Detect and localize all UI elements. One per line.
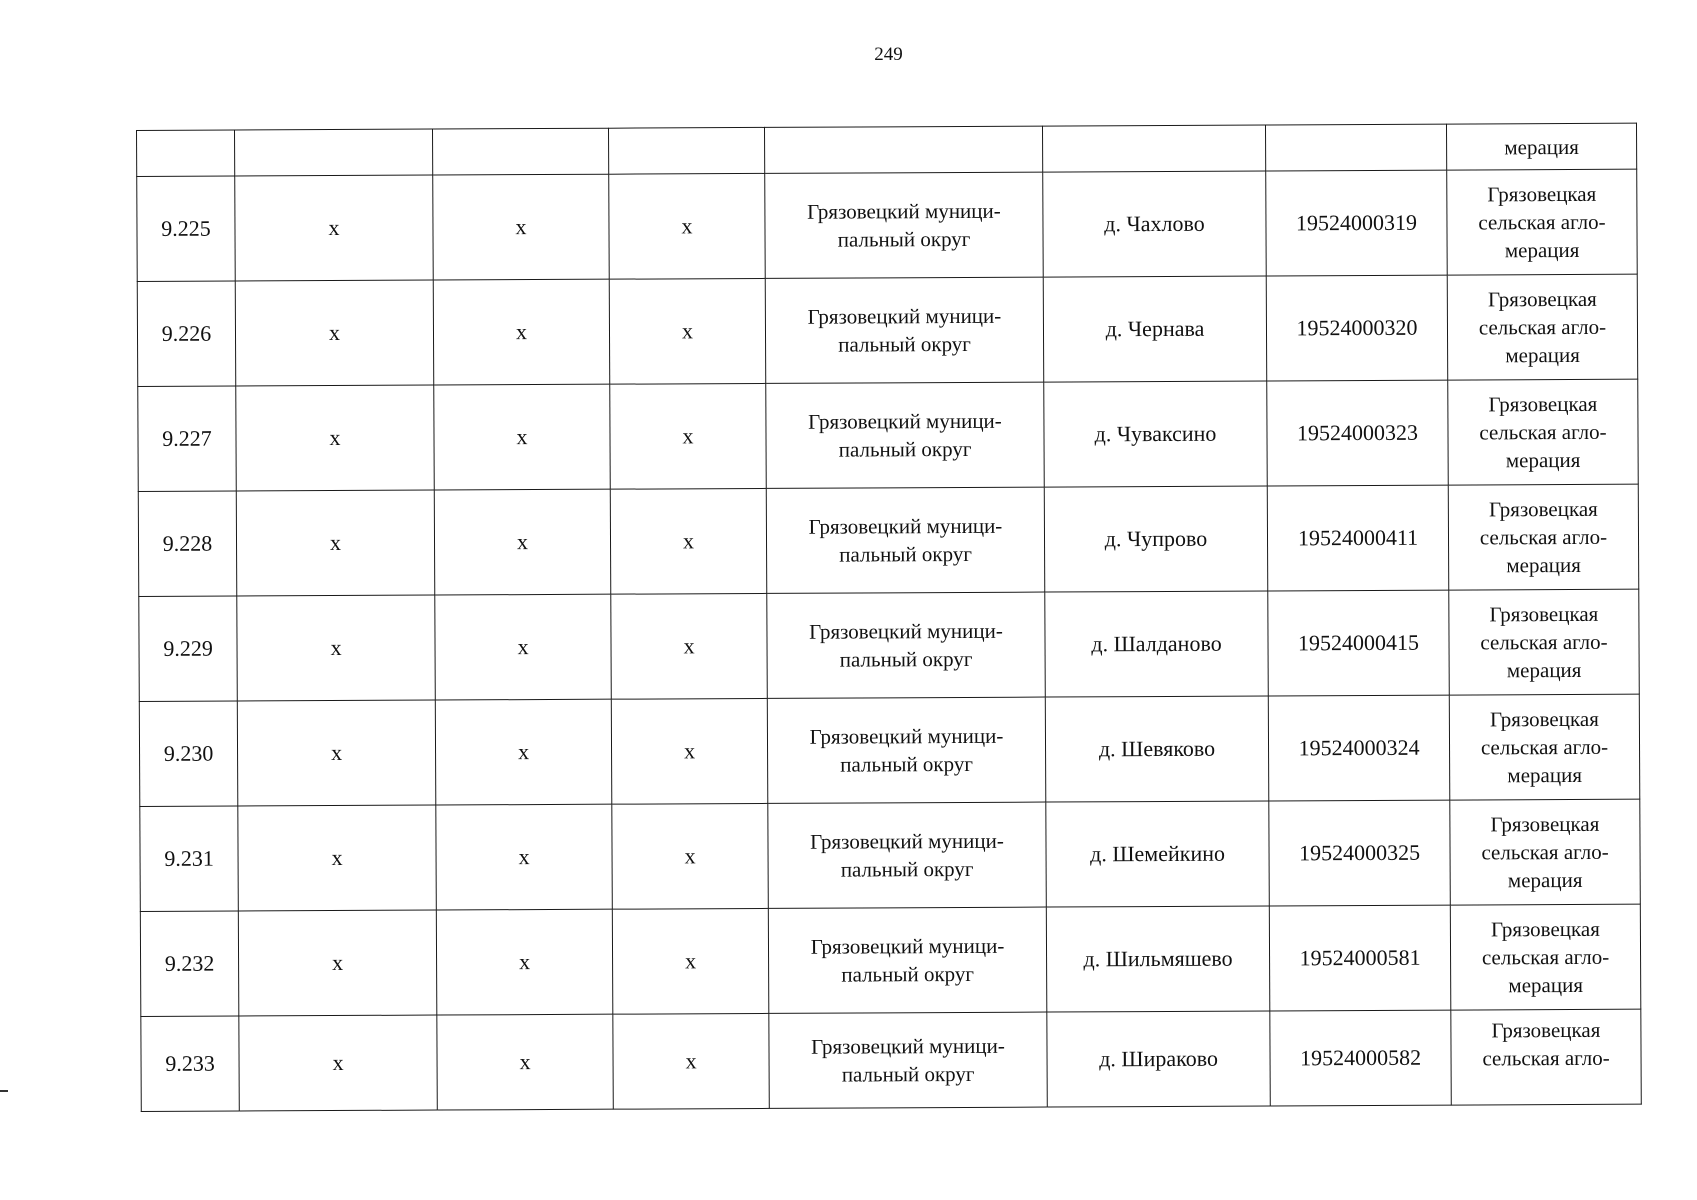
district-cell — [767, 697, 1046, 803]
district-cell — [766, 487, 1045, 593]
row-number: 9.226 — [137, 281, 236, 386]
agglomeration-line: мерация — [1506, 552, 1581, 578]
agglomeration-line: Грязовецкая — [1488, 391, 1598, 417]
district-line: пальный округ — [840, 856, 974, 882]
agglomeration-cell — [1448, 379, 1639, 485]
x-mark-cell: х — [610, 488, 767, 594]
x-mark-cell: х — [436, 909, 613, 1015]
agglomeration-line: сельская агло- — [1479, 419, 1607, 445]
row-number: 9.227 — [138, 386, 237, 491]
row-number: 9.231 — [140, 806, 239, 911]
district-line: пальный округ — [838, 436, 972, 462]
margin-dash — [0, 1090, 8, 1092]
x-mark-cell: х — [235, 280, 434, 386]
settlement-cell: д. Чернава — [1043, 276, 1267, 382]
agglomeration-line: мерация — [1505, 447, 1581, 473]
district-line: Грязовецкий муници- — [809, 723, 1004, 749]
agglomeration-cell — [1449, 694, 1640, 800]
settlement-cell: д. Шалданово — [1045, 591, 1269, 697]
table-row — [140, 799, 1640, 911]
agglomeration-line: мерация — [1507, 867, 1583, 893]
district-cell — [765, 172, 1044, 278]
x-mark-cell: х — [238, 910, 437, 1016]
continuation-row — [137, 123, 1637, 176]
agglomeration-line: сельская агло- — [1482, 1045, 1610, 1071]
table-cell — [608, 127, 764, 174]
x-mark-cell: х — [236, 385, 435, 491]
agglomeration-line: сельская агло- — [1478, 314, 1607, 340]
x-mark-cell: х — [613, 1013, 769, 1109]
agglomeration-cell — [1450, 799, 1641, 905]
settlement-cell: д. Чуваксино — [1044, 381, 1268, 487]
row-number: 9.225 — [137, 176, 236, 281]
agglomeration-cell — [1448, 484, 1639, 590]
agglomeration-line: сельская агло- — [1480, 629, 1608, 655]
x-mark-cell: х — [612, 803, 769, 909]
agglomeration-line: Грязовецкая — [1489, 601, 1599, 627]
agglomeration-line: мерация — [1508, 972, 1584, 998]
x-mark-cell: х — [433, 279, 610, 385]
row-number: 9.232 — [140, 911, 239, 1016]
settlement-cell: д. Шираково — [1047, 1011, 1270, 1107]
table-container — [136, 123, 1642, 1112]
code-cell: 19524000320 — [1266, 275, 1448, 381]
x-mark-cell: х — [611, 593, 768, 699]
x-mark-cell: х — [237, 700, 436, 806]
agglomeration-cell — [1450, 904, 1641, 1010]
district-cell — [769, 1012, 1047, 1108]
code-cell: 19524000324 — [1268, 695, 1450, 801]
table-row — [139, 694, 1639, 806]
agglomeration-cell — [1447, 169, 1638, 275]
x-mark-cell: х — [239, 1015, 437, 1111]
table-row — [137, 169, 1637, 281]
table-cell — [432, 128, 608, 175]
row-number: 9.230 — [139, 701, 238, 806]
code-cell: 19524000411 — [1267, 485, 1449, 591]
district-line: Грязовецкий муници- — [808, 408, 1002, 434]
x-mark-cell: х — [609, 173, 766, 279]
settlement-cell: д. Шемейкино — [1046, 801, 1270, 907]
district-line: пальный округ — [840, 751, 974, 777]
x-mark-cell: х — [235, 175, 434, 281]
agglomeration-line: мерация — [1504, 237, 1580, 263]
x-mark-cell: х — [609, 278, 766, 384]
agglomeration-line: сельская агло- — [1479, 524, 1608, 550]
district-line: Грязовецкий муници- — [807, 198, 1001, 224]
x-mark-cell: х — [237, 595, 436, 701]
x-mark-cell: х — [435, 594, 612, 700]
district-line: Грязовецкий муници- — [811, 1033, 1005, 1059]
x-mark-cell: х — [238, 805, 437, 911]
agglomeration-line: мерация — [1505, 342, 1580, 368]
district-line: Грязовецкий муници- — [810, 828, 1004, 854]
agglomeration-line: Грязовецкая — [1487, 181, 1597, 207]
x-mark-cell: х — [434, 384, 611, 490]
table-cell — [1042, 125, 1265, 172]
district-line: Грязовецкий муници- — [809, 618, 1003, 644]
district-line: пальный округ — [838, 331, 971, 357]
x-mark-cell: х — [434, 489, 611, 595]
code-cell: 19524000325 — [1269, 800, 1451, 906]
settlement-cell: д. Чупрово — [1044, 486, 1268, 592]
x-mark-cell: х — [611, 698, 768, 804]
settlement-cell: д. Шевяково — [1045, 696, 1269, 802]
agglomeration-line: сельская агло- — [1480, 734, 1609, 760]
table-row — [141, 1009, 1641, 1111]
row-number: 9.228 — [138, 491, 237, 596]
page-number: 249 — [874, 44, 903, 65]
table-row — [138, 379, 1638, 491]
district-line: пальный округ — [839, 646, 973, 672]
x-mark-cell: х — [610, 383, 767, 489]
table-cell — [137, 130, 235, 176]
agglomeration-cell — [1449, 589, 1640, 695]
settlement-cell: д. Чахлово — [1043, 171, 1267, 277]
settlements-table — [136, 123, 1642, 1112]
agglomeration-cell: мерация — [1446, 123, 1636, 170]
table-cell — [764, 126, 1042, 173]
agglomeration-cell — [1451, 1009, 1641, 1105]
x-mark-cell: х — [437, 1014, 613, 1110]
district-line: Грязовецкий муници- — [810, 933, 1005, 959]
agglomeration-line: сельская агло- — [1478, 209, 1606, 235]
district-cell — [768, 907, 1047, 1013]
x-mark-cell: х — [236, 490, 435, 596]
district-cell — [767, 592, 1046, 698]
code-cell: 19524000319 — [1266, 170, 1448, 276]
agglomeration-cell — [1447, 274, 1638, 380]
agglomeration-line: Грязовецкая — [1490, 916, 1600, 942]
table-row — [139, 589, 1639, 701]
x-mark-cell: х — [435, 699, 612, 805]
agglomeration-line: сельская агло- — [1481, 839, 1609, 865]
agglomeration-line: мерация — [1506, 657, 1582, 683]
district-cell — [768, 802, 1047, 908]
x-mark-cell: х — [433, 174, 610, 280]
x-mark-cell: х — [436, 804, 613, 910]
table-row — [138, 484, 1638, 596]
table-row — [137, 274, 1637, 386]
code-cell: 19524000323 — [1267, 380, 1449, 486]
code-cell: 19524000415 — [1268, 590, 1450, 696]
table-cell — [235, 129, 433, 176]
district-cell — [765, 277, 1044, 383]
district-cell — [766, 382, 1045, 488]
district-line: Грязовецкий муници- — [808, 513, 1003, 539]
agglomeration-line: Грязовецкая — [1491, 1017, 1601, 1043]
table-row — [140, 904, 1640, 1016]
table-cell — [1265, 124, 1446, 171]
settlement-cell: д. Шильмяшево — [1046, 906, 1270, 1012]
x-mark-cell: х — [612, 908, 769, 1014]
district-line: пальный округ — [841, 1061, 975, 1087]
row-number: 9.229 — [139, 596, 238, 701]
row-number: 9.233 — [141, 1016, 239, 1111]
code-cell: 19524000581 — [1269, 905, 1451, 1011]
district-line: Грязовецкий муници- — [807, 303, 1002, 329]
agglomeration-line: Грязовецкая — [1487, 286, 1597, 312]
agglomeration-line: Грязовецкая — [1488, 496, 1598, 522]
district-line: пальный округ — [837, 226, 971, 252]
agglomeration-line: сельская агло- — [1481, 944, 1610, 970]
district-line: пальный округ — [841, 961, 975, 987]
agglomeration-line: мерация — [1507, 762, 1583, 788]
code-cell: 19524000582 — [1270, 1010, 1451, 1106]
district-line: пальный округ — [839, 541, 972, 567]
agglomeration-line: Грязовецкая — [1489, 706, 1599, 732]
agglomeration-line: Грязовецкая — [1490, 811, 1600, 837]
